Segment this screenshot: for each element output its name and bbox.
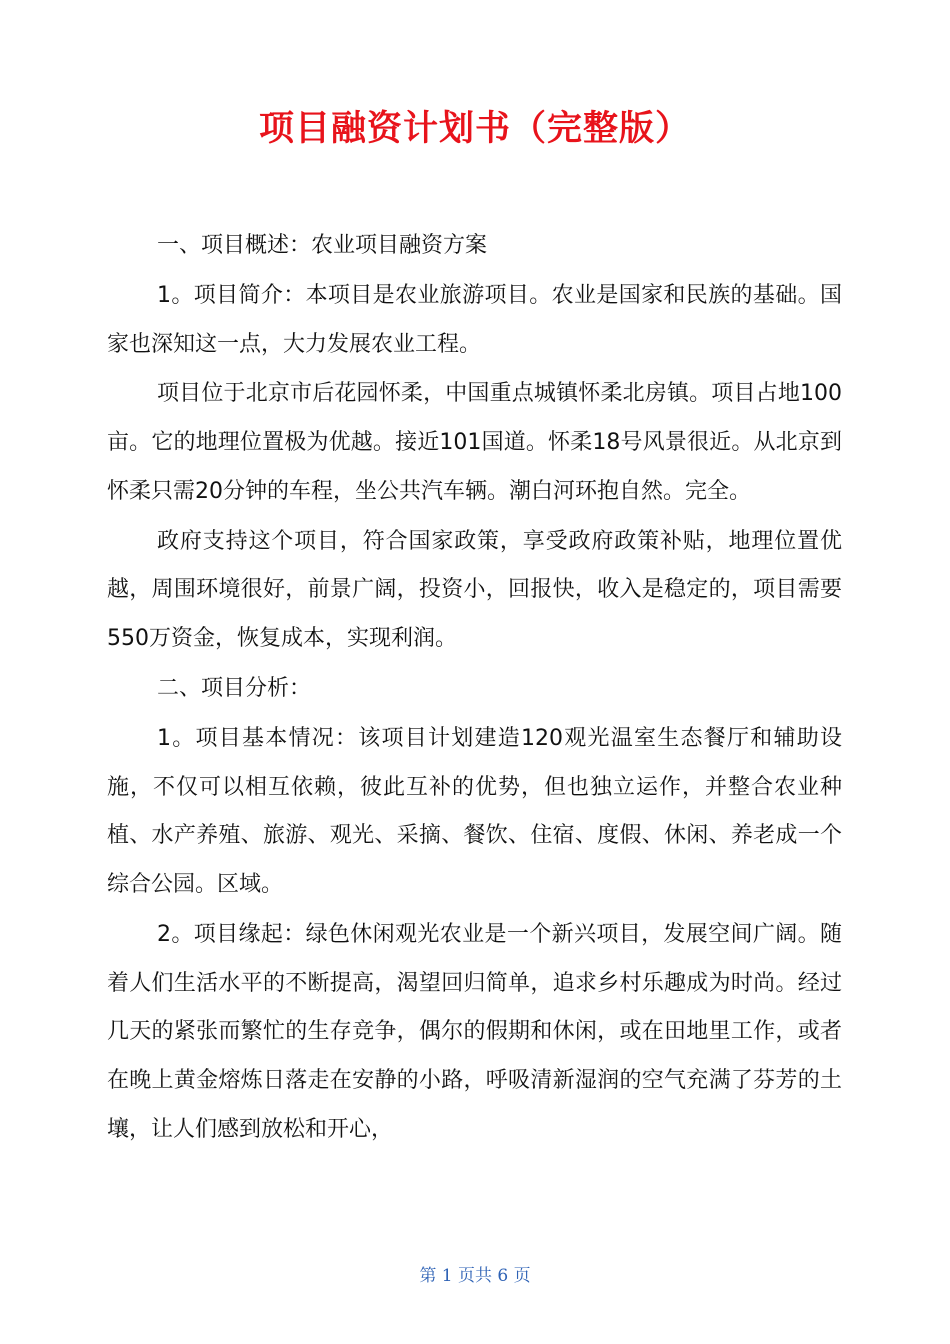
page-number-footer: 第 1 页共 6 页 — [419, 1266, 531, 1286]
document-body — [107, 222, 842, 1156]
paragraph-project-origin: 2。项目缘起：绿色休闲观光农业是一个新兴项目，发展空间广阔。随着人们生活水平的不断提高，渴望回归简单，追求乡村乐趣成为时尚。经过几天的紧张而繁忙的生存竞争，偶尔的假期和休闲，或在田地里工作，或者在晚上黄金熔炼日落走在安静的小路，呼吸清新湿润的空气充满了芬芳的土壤，让人们感到放松和开心， — [107, 921, 842, 1142]
document-title: 项目融资计划书（完整版） — [258, 109, 691, 149]
paragraph-section-2-heading: 二、项目分析： — [157, 676, 312, 702]
paragraph-project-intro: 1。项目简介：本项目是农业旅游项目。农业是国家和民族的基础。国家也深知这一点，大力发展农业工程。 — [107, 282, 842, 357]
paragraph-government-support: 政府支持这个项目，符合国家政策，享受政府政策补贴，地理位置优越，周围环境很好，前景广阔，投资小，回报快，收入是稳定的，项目需要550万资金，恢复成本，实现利润。 — [107, 528, 842, 652]
paragraph-section-1-heading: 一、项目概述：农业项目融资方案 — [157, 233, 488, 258]
paragraph-project-basics: 1。项目基本情况：该项目计划建造120观光温室生态餐厅和辅助设施，不仅可以相互依赖，彼此互补的优势，但也独立运作，并整合农业种植、水产养殖、旅游、观光、采摘、餐饮、住宿、度假、休闲、养老成一个综合公园。区域。 — [107, 725, 842, 898]
paragraph-project-location: 项目位于北京市后花园怀柔，中国重点城镇怀柔北房镇。项目占地100亩。它的地理位置极为优越。接近101国道。怀柔18号风景很近。从北京到怀柔只需20分钟的车程，坐公共汽车辆。潮白河环抱自然。完全。 — [107, 381, 842, 504]
